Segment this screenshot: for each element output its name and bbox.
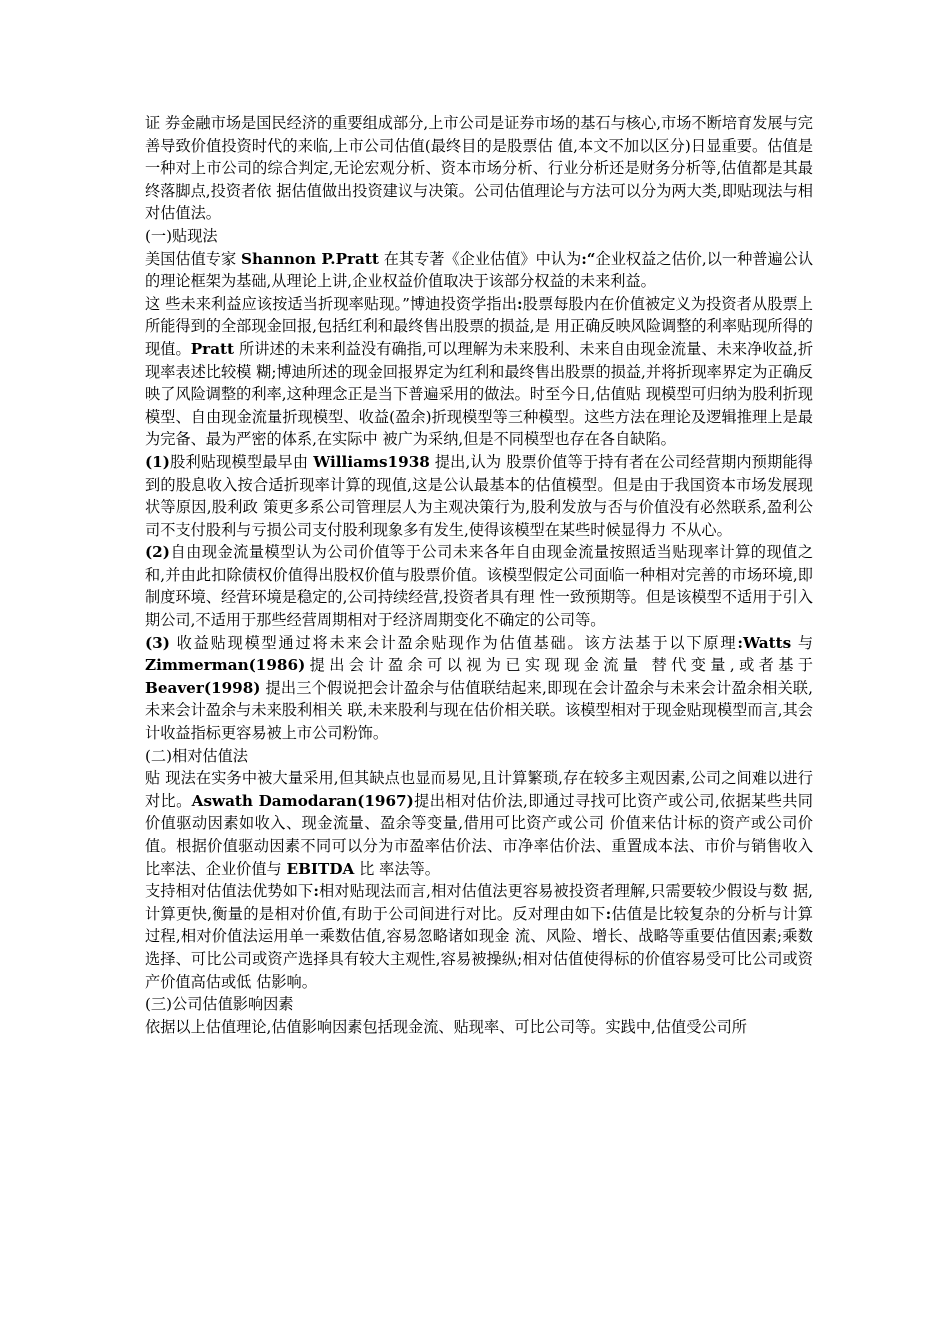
pratt-pre: 美国估值专家 [145,249,241,268]
discount-b: 股票每股内在价值被定义为投资者从股票上所能得到的全部现金回报,包括红利和最终售出股票的损益,是 用正确反映风险调整的利率贴现所得的现值。 [145,294,813,358]
pratt-post: 企业权益之估价,以一种普遍公认的理论框架为基础,从理论上讲,企业权益价值取决于该部分权益的未来利益。 [145,249,814,291]
discount-paragraph [145,293,813,451]
factors-paragraph [145,1016,813,1039]
intro-text: 证 券金融市场是国民经济的重要组成部分,上市公司是证券市场的基石与核心,市场不断培育发展与完善导致价值投资时代的来临,上市公司估值(最终目的是股票估 值,本文不加以区分)日显重要。估值是一种对上市公司的综合判定,无论宏观分析、资本市场分析、行业分析还是财务分析等,估值都是其最终落脚点,投资者依 据估值做出投资建议与决策。公司估值理论与方法可以分为两大类,即贴现法与相对估值法。 [145,114,813,223]
support-c: 估值是比较复杂的分析与计算过程,相对价值法运用单一乘数估值,容易忽略诸如现金 流、风险、增长、战略等重要估值因素;乘数选择、可比公司或资产选择具有较大主观性,容易被操纵;相对估值使得标的价值容易受可比公司或资产价值高估或低 估影响。 [145,904,813,991]
model-3-paragraph [145,632,813,745]
model-3-b: 与 [791,633,814,652]
model-1-a: 股利贴现模型最早由 [169,452,314,471]
model-2-paragraph [145,541,813,631]
model-3-d: 提出三个假说把会计盈余与估值联结起来,即现在会计盈余与未来会计盈余相关联,未来会计盈余与未来股利相关 联,未来股利与现在估价相关联。该模型相对于现金贴现模型而言,其会计收益指标更容易被上市公司粉饰。 [145,678,813,743]
factors-text: 依据以上估值理论,估值影响因素包括现金流、贴现率、可比公司等。实践中,估值受公司所 [145,1017,747,1036]
discount-colon: : [517,294,523,313]
pratt-paragraph [145,248,813,293]
model-3-watts: Watts [743,633,792,652]
model-3-c: 提出会计盈余可以视为已实现现金流量 替代变量,或者基于 [305,656,813,675]
discount-c: 所讲述的未来利益没有确指,可以理解为未来股利、未来自由现金流量、未来净收益,折现率表述比较模 糊;博迪所述的现金回报界定为红利和最终售出股票的损益,并将折现率界定为正确反映了风险调整的利率,这种理念正是当下普遍采用的做法。时至今日,估值贴 现模型可归纳为股利折现模型、自由现金流量折现模型、收益(盈余)折现模型等三种模型。这些方法在理论及逻辑推理上是最为完备、最为严密的体系,在实际中 被广为采纳,但是不同模型也存在各自缺陷。 [145,339,814,449]
discount-pratt: Pratt [190,339,235,358]
heading-2-text: (二)相对估值法 [145,746,248,765]
model-3-a: 收益贴现模型通过将未来会计盈余贴现作为估值基础。该方法基于以下原理 [169,633,738,652]
discount-a: 这 些未来利益应该按适当折现率贴现。”博迪投资学指出 [145,294,517,313]
section-heading-relative [145,745,813,768]
document-body [145,112,813,1038]
relative-paragraph [145,767,813,880]
model-1-b: 提出,认为 股票价值等于持有者在公司经营期内预期能得到的股息收入按合适折现率计算的现值,这是公认最基本的估值模型。但是由于我国资本市场发展现状等原因,股利政 策更多系公司管理层人为主观决策行为,股利发放与否与价值没有必然联系,盈利公司不支付股利与亏损公司支付股利现象多有发生,使得该模型在某些时候显得力 不从心。 [145,452,813,539]
support-colon-2: : [605,904,612,923]
section-heading-discount [145,225,813,248]
relative-a: 贴 现法在实务中被大量采用,但其缺点也显而易见,且计算繁琐,存在较多主观因素,公司之间难以进行对比。 [145,769,813,810]
intro-paragraph [145,112,813,225]
support-colon-1: : [313,882,319,901]
pratt-name: Shannon P.Pratt [240,249,379,268]
heading-3-text: (三)公司估值影响因素 [145,995,294,1014]
support-b: 相对贴现法而言,相对估值法更容易被投资者理解,只需要较少假设与数 据,计算更快,衡量的是相对价值,有助于公司间进行对比。反对理由如下 [145,882,814,923]
model-1-name: Williams1938 [313,452,430,471]
pratt-colon: :“ [581,249,596,268]
relative-ebitda: EBITDA [286,859,355,878]
relative-c: 比 率法等。 [354,859,440,878]
heading-1-text: (一)贴现法 [145,226,218,245]
model-2-number: (2) [145,543,170,562]
model-1-number: (1) [145,452,170,471]
model-1-paragraph [145,451,813,541]
model-3-beaver: Beaver(1998) [145,678,261,697]
section-heading-factors [145,993,813,1016]
model-3-number: (3) [145,633,170,652]
model-2-a: 自由现金流量模型认为公司价值等于公司未来各年自由现金流量按照适当贴现率计算的现值之 和,并由此扣除债权价值得出股权价值与股票价值。该模型假定公司面临一种相对完善的市场环境,即制度环境、经营环境是稳定的,公司持续经营,投资者具有理 性一致预期等。但是该模型不适用于引入期公司,不适用于那些经营周期相对于经济周期变化不确定的公司等。 [145,543,813,630]
pratt-mid: 在其专著《企业估值》中认为 [378,249,582,268]
model-3-zimmerman: Zimmerman(1986) [145,656,306,675]
relative-b: 提出相对估价法,即通过寻找可比资产或公司,依据某些共同价值驱动因素如收入、现金流量、盈余等变量,借用可比资产或公司 价值来估计标的资产或公司价值。根据价值驱动因素不同可以分为市盈率估价法、市净率估价法、重置成本法、市价与销售收入比率法、企业价值与 [145,791,813,878]
support-paragraph [145,880,813,993]
support-a: 支持相对估值法优势如下 [145,882,314,901]
relative-damodaran: Aswath Damodaran(1967) [191,791,414,810]
model-3-colon: : [737,633,744,652]
